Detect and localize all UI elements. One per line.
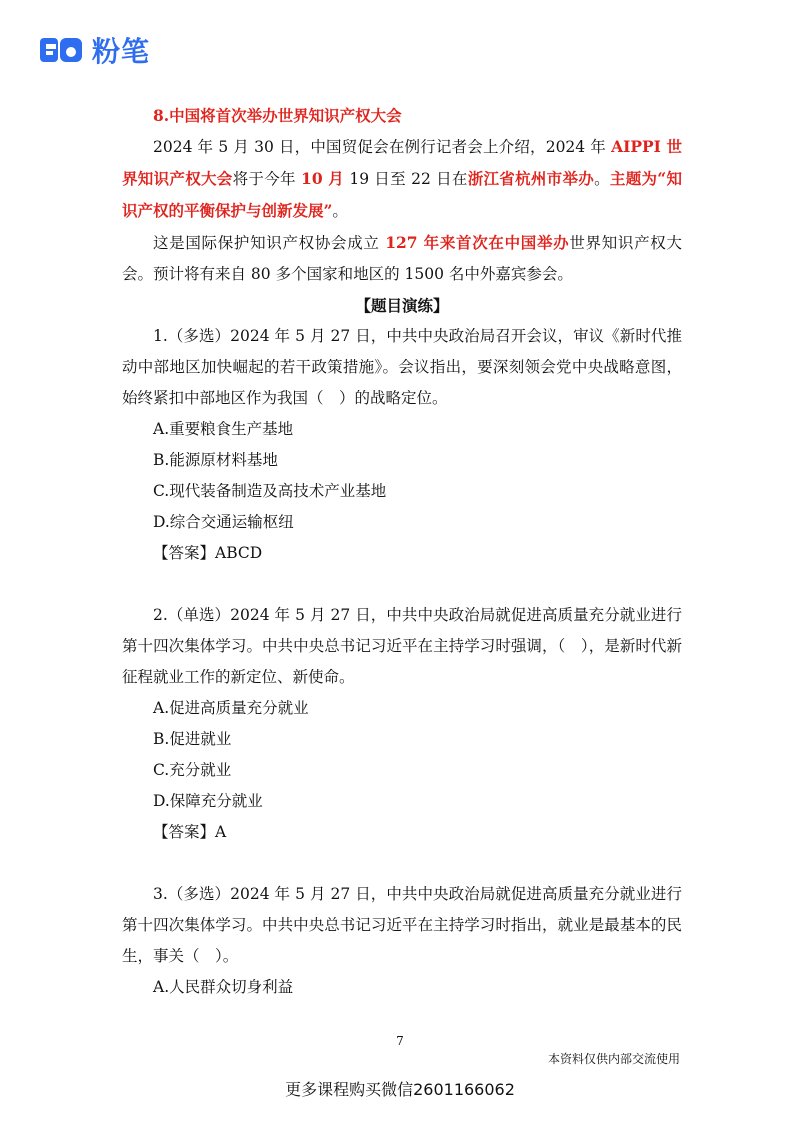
section-paragraph-2: 这是国际保护知识产权协会成立 127 年来首次在中国举办世界知识产权大会。预计将有来自 80 多个国家和地区的 1500 名中外嘉宾参会。 <box>122 233 682 283</box>
option-c: C.现代装备制造及高技术产业基地 <box>153 482 387 500</box>
answer: 【答案】A <box>153 823 227 841</box>
question-1 <box>122 321 682 569</box>
option-c: C.充分就业 <box>153 761 232 779</box>
practice-title: 【题目演练】 <box>355 296 449 315</box>
answer: 【答案】ABCD <box>153 544 263 562</box>
footer-contact: 更多课程购买微信2601166062 <box>285 1080 515 1099</box>
fb-logo-icon <box>38 34 84 66</box>
section-heading: 8.中国将首次举办世界知识产权大会 <box>153 106 402 125</box>
option-d: D.综合交通运输枢纽 <box>153 513 294 531</box>
question-2 <box>122 600 682 848</box>
page-number: 7 <box>396 1034 404 1048</box>
question-stem: 1.（多选）2024 年 5 月 27 日，中共中央政治局召开会议，审议《新时代推动中部地区加快崛起的若干政策措施》。会议指出，要深刻领会党中央战略意图，始终紧扣中部地区作为我国（ ）的战略定位。 <box>122 327 682 407</box>
question-3 <box>122 879 682 1003</box>
option-a: A.重要粮食生产基地 <box>153 420 294 438</box>
option-b: B.能源原材料基地 <box>153 451 278 469</box>
option-b: B.促进就业 <box>153 730 232 748</box>
question-stem: 2.（单选）2024 年 5 月 27 日，中共中央政治局就促进高质量充分就业进行第十四次集体学习。中共中央总书记习近平在主持学习时强调，（ ），是新时代新征程就业工作的新定位、新使命。 <box>122 606 682 686</box>
brand-logo <box>38 30 150 70</box>
option-a: A.促进高质量充分就业 <box>153 699 309 717</box>
brand-name: 粉笔 <box>92 35 151 68</box>
section-paragraph-1: 2024 年 5 月 30 日，中国贸促会在例行记者会上介绍，2024 年 AIPPI 世界知识产权大会将于今年 10 月 19 日至 22 日在浙江省杭州市举办。主题为“知识产权的平衡保护与创新发展”。 <box>122 137 683 220</box>
question-stem: 3.（多选）2024 年 5 月 27 日，中共中央政治局就促进高质量充分就业进行第十四次集体学习。中共中央总书记习近平在主持学习时指出，就业是最基本的民生，事关（ ）。 <box>122 885 682 965</box>
option-d: D.保障充分就业 <box>153 792 263 810</box>
page-content <box>122 100 682 1003</box>
internal-use-note: 本资料仅供内部交流使用 <box>547 1052 680 1066</box>
option-a: A.人民群众切身利益 <box>153 978 294 996</box>
